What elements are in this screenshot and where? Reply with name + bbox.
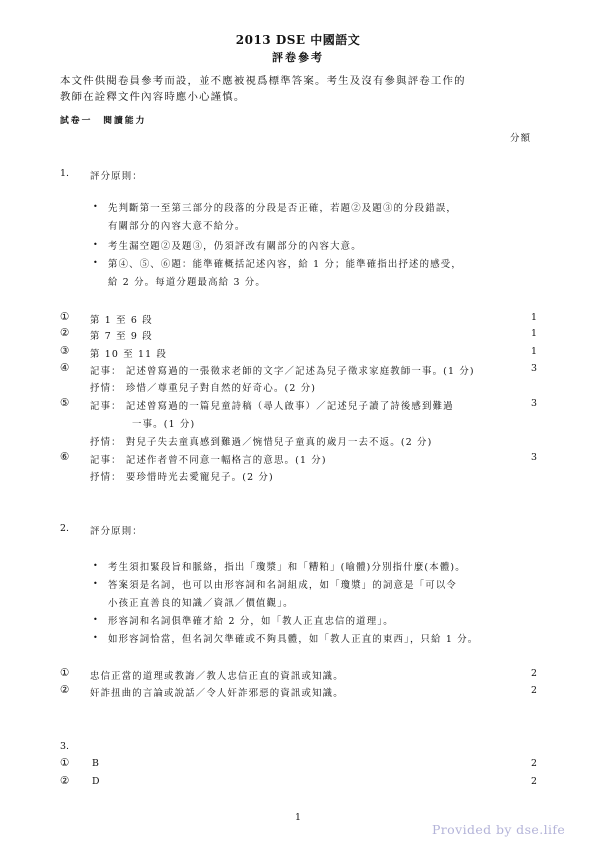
q1-item-2-text: 第 7 至 9 段 [90, 331, 153, 342]
q1-number: 1. [60, 168, 69, 179]
q1-bullet-3-line-1: 第④、⑤、⑥題：能準確概括記述內容，給 1 分；能準確指出抒述的感受， [108, 259, 462, 270]
q1-item-5-line-3: 抒情： 對兒子失去童真感到難過／惋惜兒子童真的歲月一去不返。(2 分) [90, 437, 433, 448]
q2-item-2-text: 奸詐扭曲的言論或說話／令人奸詐邪惡的資訊或知識。 [90, 688, 344, 699]
document-subtitle: 評卷參考 [272, 51, 324, 64]
q1-item-2-mark: ② [60, 327, 70, 339]
bullet-icon: • [93, 633, 98, 642]
q3-item-2-text: D [92, 776, 100, 787]
bullet-icon: • [93, 240, 98, 249]
bullet-icon: • [93, 258, 98, 267]
bullet-icon: • [93, 561, 98, 570]
q1-item-5-line-2: 一事。(1 分) [132, 419, 196, 430]
q3-item-1-mark: ① [60, 757, 70, 769]
q1-item-4-line-2: 抒情： 珍惜／尊重兒子對自然的好奇心。(2 分) [90, 383, 317, 394]
q1-item-5-line-1: 記事： 記述曾寫過的一篇兒童詩稿（尋人啟事）／記述兒子讀了詩後感到難過 [90, 401, 454, 412]
q1-item-5-mark: ⑤ [60, 397, 70, 409]
q2-bullet-2-line-1: 答案須是名詞，也可以由形容詞和名詞組成，如「瓊漿」的詞意是「可以令 [108, 580, 457, 591]
q1-item-5-score: 3 [531, 398, 537, 409]
q1-principle: 評分原則： [90, 171, 143, 182]
q2-principle: 評分原則： [90, 526, 143, 537]
q1-item-4-mark: ④ [60, 362, 70, 374]
q1-item-3-mark: ③ [60, 345, 70, 357]
section-label: 試卷一 閱讀能力 [60, 116, 147, 126]
bullet-icon: • [93, 579, 98, 588]
q1-item-6-score: 3 [531, 452, 537, 463]
q3-number: 3. [60, 741, 69, 752]
q1-item-1-mark: ① [60, 311, 70, 323]
q1-bullet-1-line-2: 有關部分的內容大意不給分。 [108, 221, 246, 232]
q2-bullet-3: 形容詞和名詞俱準確才給 2 分，如「教人正直忠信的道理」。 [108, 616, 394, 627]
q2-item-2-mark: ② [60, 684, 70, 696]
q2-item-2-score: 2 [531, 685, 537, 696]
q1-item-4-line-1: 記事： 記述曾寫過的一張徵求老師的文字／記述為兒子徵求家庭教師一事。(1 分) [90, 366, 475, 377]
q2-item-1-text: 忠信正當的道理或教誨／教人忠信正直的資訊或知識。 [90, 671, 344, 682]
q1-item-6-line-2: 抒情： 要珍惜時光去愛寵兒子。(2 分) [90, 472, 274, 483]
bullet-icon: • [93, 615, 98, 624]
q2-number: 2. [60, 523, 69, 534]
page-number: 1 [295, 812, 301, 823]
q2-bullet-2-line-2: 小孩正直善良的知識／資訊／價值觀」。 [108, 598, 294, 609]
q1-item-6-line-1: 記事： 記述作者曾不同意一幅格言的意思。(1 分) [90, 455, 327, 466]
q1-item-1-text: 第 1 至 6 段 [90, 315, 153, 326]
watermark: Provided by dse.life [432, 822, 566, 837]
q3-item-1-text: B [92, 758, 99, 769]
q1-item-6-mark: ⑥ [60, 451, 70, 463]
marks-header: 分額 [510, 133, 532, 144]
q1-item-4-score: 3 [531, 363, 537, 374]
q3-item-1-score: 2 [531, 758, 537, 769]
q1-bullet-1-line-1: 先判斷第一至第三部分的段落的分段是否正確，若題②及題③的分段錯誤， [108, 203, 457, 214]
q2-bullet-1: 考生須扣緊段旨和脈絡，指出「瓊漿」和「糟粕」(喻體)分別指什麼(本體)。 [108, 562, 466, 573]
q2-item-1-mark: ① [60, 667, 70, 679]
q1-bullet-3-line-2: 給 2 分。每道分題最高給 3 分。 [108, 277, 266, 288]
q1-item-1-score: 1 [531, 312, 537, 323]
q1-item-2-score: 1 [531, 328, 537, 339]
intro-line-1: 本文件供閱卷員參考而設，並不應被視爲標準答案。考生及沒有參與評卷工作的 [60, 75, 466, 87]
bullet-icon: • [93, 202, 98, 211]
intro-line-2: 教師在詮釋文件內容時應小心謹慎。 [60, 91, 246, 103]
q1-bullet-2: 考生漏空題②及題③，仍須評改有關部分的內容大意。 [108, 241, 362, 252]
document-title: 2013 DSE 中國語文 [235, 33, 361, 47]
q1-item-3-text: 第 10 至 11 段 [90, 349, 168, 360]
q1-item-3-score: 1 [531, 346, 537, 357]
q2-bullet-4: 如形容詞恰當，但名詞欠準確或不夠具體，如「教人正直的東西」，只給 1 分。 [108, 634, 479, 645]
q3-item-2-score: 2 [531, 776, 537, 787]
q3-item-2-mark: ② [60, 775, 70, 787]
q2-item-1-score: 2 [531, 668, 537, 679]
